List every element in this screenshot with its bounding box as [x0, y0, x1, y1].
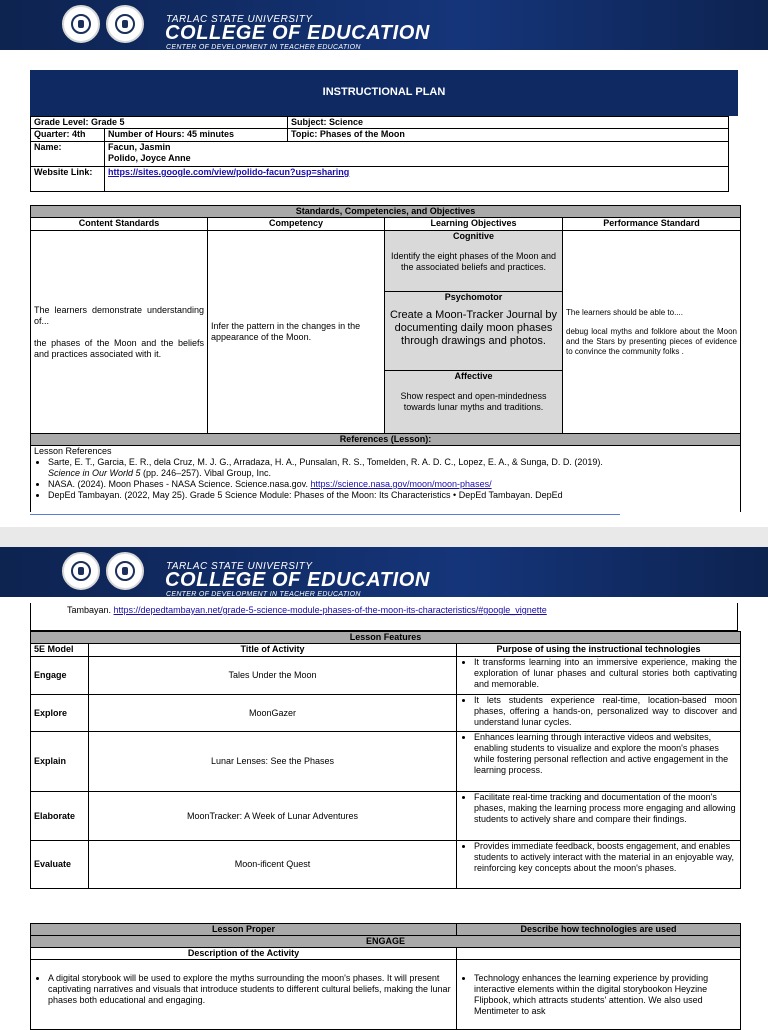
model-explain: Explain — [31, 732, 89, 792]
col-learning-objectives: Learning Objectives — [385, 218, 563, 231]
model-explore: Explore — [31, 695, 89, 732]
table-row — [31, 657, 741, 695]
model-evaluate: Evaluate — [31, 841, 89, 889]
psychomotor-block — [385, 292, 562, 371]
col-describe-technologies: Describe how technologies are used — [457, 924, 741, 936]
university-name: TARLAC STATE UNIVERSITY — [166, 561, 313, 572]
content-standards-cell — [31, 231, 208, 434]
learning-objectives-cell — [385, 231, 563, 434]
activity-explore: MoonGazer — [89, 695, 457, 732]
cognitive-text: Identify the eight phases of the Moon and the associated beliefs and practices. — [390, 251, 557, 272]
empty-cell — [457, 948, 741, 960]
performance-intro: The learners should be able to.... — [566, 307, 683, 317]
activity-explain: Lunar Lenses: See the Phases — [89, 732, 457, 792]
purpose-explore: • It lets students experience real-time, location-based moon phases, offering a hands-on, personalized way to discover and understand lunar cycles. — [457, 695, 741, 732]
info-table — [30, 116, 729, 192]
cognitive-block — [385, 231, 562, 292]
affective-label: Affective — [454, 371, 493, 381]
content-standard-text: the phases of the Moon and the beliefs and practices associated with it. — [34, 337, 204, 359]
competency-cell: Infer the pattern in the changes in the appearance of the Moon. — [208, 231, 385, 434]
college-seal-icon — [106, 552, 144, 590]
lesson-features-table — [30, 631, 741, 889]
references-label: Lesson References — [34, 446, 112, 456]
university-name: TARLAC STATE UNIVERSITY — [166, 14, 313, 25]
content-standard-intro: The learners demonstrate understanding of... — [34, 304, 204, 326]
reference-item: • DepEd Tambayan. (2022, May 25). Grade 5 Science Module: Phases of the Moon: Its Characteristics • DepEd Tambayan. DepEd — [48, 490, 737, 501]
center-name: CENTER OF DEVELOPMENT IN TEACHER EDUCATION — [166, 591, 361, 597]
purpose-explain: • Enhances learning through interactive videos and websites, enabling students to visualize and explore the moon's phases while fostering personal reflection and active engagement in the learning process. — [457, 732, 741, 792]
website-link[interactable]: https://sites.google.com/view/polido-facun?usp=sharing — [108, 167, 350, 177]
references-list — [34, 457, 737, 501]
activity-elaborate: MoonTracker: A Week of Lunar Adventures — [89, 792, 457, 841]
references-cell — [31, 446, 741, 512]
college-name: COLLEGE OF EDUCATION — [165, 569, 430, 591]
university-seal-icon — [62, 552, 100, 590]
col-content-standards: Content Standards — [31, 218, 208, 231]
grade-level: Grade Level: Grade 5 — [31, 117, 288, 129]
col-lesson-proper: Lesson Proper — [31, 924, 457, 936]
activity-evaluate: Moon-ificent Quest — [89, 841, 457, 889]
deped-link[interactable]: https://depedtambayan.net/grade-5-science-module-phases-of-the-moon-its-characteristics/#google_vignette — [113, 605, 547, 615]
standards-header: Standards, Competencies, and Objectives — [31, 206, 741, 218]
affective-block — [385, 371, 562, 433]
reference-continuation: Tambayan. https://depedtambayan.net/grade-5-science-module-phases-of-the-moon-its-characteristics/#google_vignette — [30, 603, 738, 631]
references-header: References (Lesson): — [31, 434, 741, 446]
performance-standard-cell — [563, 231, 741, 434]
quarter: Quarter: 4th — [31, 129, 105, 142]
author-names — [105, 142, 729, 167]
description-of-activity-label: Description of the Activity — [31, 948, 457, 960]
college-name: COLLEGE OF EDUCATION — [165, 22, 430, 44]
engage-technology-use: • Technology enhances the learning experience by providing interactive elements within the digital storybookon Heyzine Flipbook, which attracts students' attention. We also used Mentimeter to ask — [457, 960, 741, 1030]
table-row — [31, 792, 741, 841]
table-row — [31, 695, 741, 732]
instructional-plan-title: INSTRUCTIONAL PLAN — [322, 86, 446, 98]
purpose-elaborate: • Facilitate real-time tracking and documentation of the moon's phases, making the learning process more engaging and allowing students to actively share and compare their findings. — [457, 792, 741, 841]
purpose-evaluate: • Provides immediate feedback, boosts engagement, and enables students to actively interact with the material in an enjoyable way, reinforcing key concepts about the moon's phases. — [457, 841, 741, 889]
page2-header-banner — [0, 547, 768, 597]
model-engage: Engage — [31, 657, 89, 695]
col-performance-standard: Performance Standard — [563, 218, 741, 231]
model-elaborate: Elaborate — [31, 792, 89, 841]
website-cell — [105, 167, 729, 192]
cognitive-label: Cognitive — [452, 231, 494, 241]
lesson-features-header: Lesson Features — [31, 632, 741, 644]
engage-header: ENGAGE — [31, 936, 741, 948]
lesson-proper-table — [30, 923, 741, 1030]
table-row — [31, 732, 741, 792]
psychomotor-label: Psychomotor — [444, 292, 503, 302]
name-label: Name: — [31, 142, 105, 167]
subject: Subject: Science — [288, 117, 729, 129]
page1-footer-rule — [30, 514, 620, 515]
affective-text: Show respect and open-mindedness towards lunar myths and traditions. — [400, 391, 547, 412]
col-competency: Competency — [208, 218, 385, 231]
college-seal-icon — [106, 5, 144, 43]
table-row — [31, 841, 741, 889]
website-label: Website Link: — [31, 167, 105, 192]
col-5e-model: 5E Model — [31, 644, 89, 657]
performance-text: debug local myths and folklore about the Moon and the Stars by presenting pieces of evidence to convince the community folks . — [566, 326, 737, 356]
topic: Topic: Phases of the Moon — [288, 129, 729, 142]
activity-engage: Tales Under the Moon — [89, 657, 457, 695]
reference-item: • NASA. (2024). Moon Phases - NASA Science. Science.nasa.gov. https://science.nasa.gov/moon/moon-phases/ — [48, 479, 737, 490]
center-name: CENTER OF DEVELOPMENT IN TEACHER EDUCATION — [166, 44, 361, 50]
number-of-hours: Number of Hours: 45 minutes — [105, 129, 288, 142]
reference-item: • Sarte, E. T., Garcia, E. R., dela Cruz, M. J. G., Arradaza, H. A., Punsalan, R. S., Tomelden, R. A. D. C., Lopez, E. A., & Sunga, D. D. (2019). Science in Our World 5 (pp. 246–257). Vibal Group, Inc. — [48, 457, 737, 479]
psychomotor-text: Create a Moon-Tracker Journal by documenting daily moon phases through drawings and photos. — [389, 309, 558, 347]
col-title-of-activity: Title of Activity — [89, 644, 457, 657]
page-gap — [0, 527, 768, 547]
engage-description: • A digital storybook will be used to explore the myths surrounding the moon's phases. It will present captivating narratives and visuals that introduce students to different cultural beliefs, making the lunar phases both educational and engaging. — [31, 960, 457, 1030]
instructional-plan-title-bar — [30, 70, 738, 116]
purpose-engage: • It transforms learning into an immersive experience, making the exploration of lunar phases and cultural stories both captivating and memorable. — [457, 657, 741, 695]
university-seal-icon — [62, 5, 100, 43]
nasa-link[interactable]: https://science.nasa.gov/moon/moon-phases/ — [310, 479, 492, 489]
page1-header-banner — [0, 0, 768, 50]
standards-table — [30, 205, 741, 512]
col-purpose: Purpose of using the instructional technologies — [457, 644, 741, 657]
author-name-2: Polido, Joyce Anne — [108, 153, 191, 163]
author-name-1: Facun, Jasmin — [108, 142, 171, 152]
